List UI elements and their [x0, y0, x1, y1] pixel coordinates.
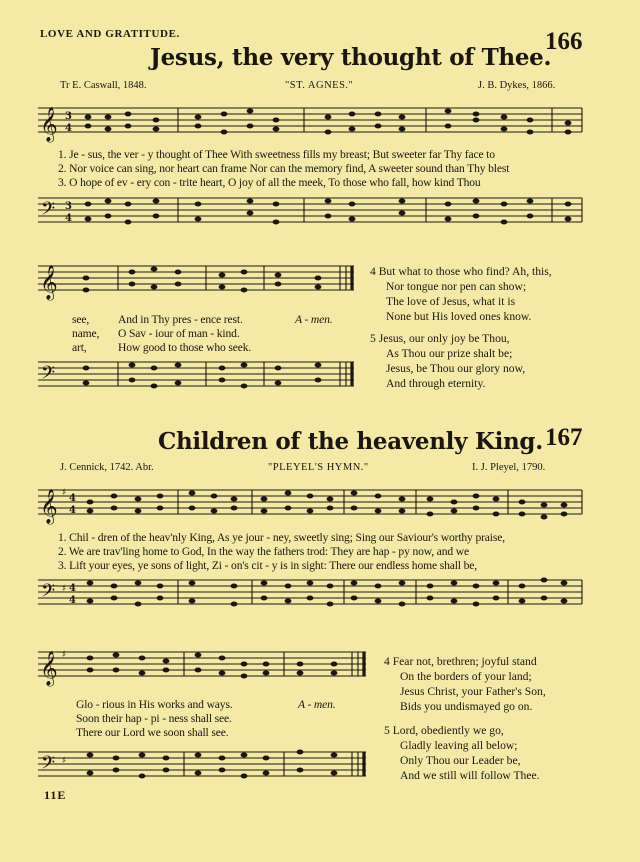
- bass-staff: [38, 744, 370, 784]
- lyric-line: O Sav - iour of man - kind.: [118, 327, 240, 340]
- lyric-line: There our Lord we soon shall see.: [76, 726, 229, 739]
- lyric-line: Glo - rious in His works and ways.: [76, 698, 233, 711]
- svg-text:4: 4: [65, 123, 72, 134]
- author-credit: Tr E. Caswall, 1848.: [60, 80, 147, 91]
- treble-staff: [38, 482, 584, 522]
- lyric-line: art,: [72, 341, 87, 354]
- svg-text:4: 4: [69, 583, 76, 594]
- bass-staff: [38, 572, 584, 612]
- tune-name: "PLEYEL'S HYMN.": [268, 462, 369, 473]
- lyric-line: 2. We are trav'ling home to God, In the way the fathers trod: They are hap - py now, and we: [58, 545, 469, 558]
- lyric-line: 3. O hope of ev - ery con - trite heart, O joy of all the meek, To those who fall, how kind Thou: [58, 176, 481, 189]
- composer-credit: I. J. Pleyel, 1790.: [472, 462, 546, 473]
- bass-clef-icon: 𝄢: [41, 753, 56, 778]
- treble-staff: [38, 644, 370, 684]
- lyric-line: 1. Je - sus, the ver - y thought of Thee With sweetness fills my breast; But sweeter far Thy face to: [58, 148, 495, 161]
- sharp-icon: ♯: [62, 488, 67, 498]
- svg-text:4: 4: [69, 493, 76, 504]
- composer-credit: J. B. Dykes, 1866.: [478, 80, 556, 91]
- amen-text: A - men.: [298, 698, 336, 711]
- side-stanza: 4 But what to those who find? Ah, this, Nor tongue nor pen can show; The love of Jesus, what it is None but His loved ones know.: [370, 265, 552, 323]
- tune-name: "ST. AGNES.": [285, 80, 354, 91]
- bass-clef-icon: 𝄢: [41, 363, 56, 388]
- treble-clef-icon: 𝄞: [40, 489, 58, 524]
- lyric-line: 2. Nor voice can sing, nor heart can frame Nor can the memory find, A sweeter sound than Thy blest: [58, 162, 510, 175]
- side-stanza: 5 Jesus, our only joy be Thou, As Thou our prize shalt be; Jesus, be Thou our glory now, And through eternity.: [370, 332, 526, 390]
- hymn-title: Children of the heavenly King.: [158, 428, 543, 455]
- hymn-number: 166: [545, 28, 583, 55]
- lyric-line: Soon their hap - pi - ness shall see.: [76, 712, 232, 725]
- svg-text:4: 4: [69, 595, 76, 606]
- time-signature: 3: [65, 111, 72, 122]
- author-credit: J. Cennick, 1742. Abr.: [60, 462, 154, 473]
- side-stanza: 5 Lord, obediently we go, Gladly leaving all below; Only Thou our Leader be, And we still will follow Thee.: [384, 724, 540, 782]
- side-stanza: 4 Fear not, brethren; joyful stand On the borders of your land; Jesus Christ, your Father's Son, Bids you undismayed go on.: [384, 655, 546, 713]
- lyric-line: And in Thy pres - ence rest.: [118, 313, 243, 326]
- svg-text:4: 4: [65, 213, 72, 224]
- lyric-line: name,: [72, 327, 100, 340]
- page-number: 11E: [44, 788, 67, 802]
- lyric-line: How good to those who seek.: [118, 341, 252, 354]
- svg-text:♯: ♯: [62, 756, 67, 766]
- lyric-line: 1. Chil - dren of the heav'nly King, As ye jour - ney, sweetly sing; Sing our Saviour's worthy praise,: [58, 531, 505, 544]
- svg-text:3: 3: [65, 201, 72, 212]
- lyric-line: see,: [72, 313, 90, 326]
- hymn-number: 167: [545, 424, 583, 451]
- section-heading: LOVE AND GRATITUDE.: [40, 28, 180, 40]
- bass-staff: [38, 354, 358, 394]
- svg-text:♯: ♯: [62, 584, 67, 594]
- svg-text:4: 4: [69, 505, 76, 516]
- bass-staff: [38, 190, 584, 230]
- bass-clef-icon: 𝄢: [41, 581, 56, 606]
- bass-clef-icon: 𝄢: [41, 199, 56, 224]
- svg-text:♯: ♯: [62, 650, 67, 660]
- treble-staff: [38, 100, 584, 140]
- treble-staff: [38, 258, 358, 298]
- notes: [85, 109, 572, 135]
- staff-lines: [38, 108, 582, 132]
- treble-clef-icon: 𝄞: [40, 265, 58, 300]
- amen-text: A - men.: [295, 313, 333, 326]
- treble-clef-icon: 𝄞: [40, 107, 58, 142]
- treble-clef-icon: 𝄞: [40, 651, 58, 686]
- lyric-line: 3. Lift your eyes, ye sons of light, Zi - on's cit - y is in sight: There our endless home shall be,: [58, 559, 477, 572]
- hymn-title: Jesus, the very thought of Thee.: [150, 44, 552, 71]
